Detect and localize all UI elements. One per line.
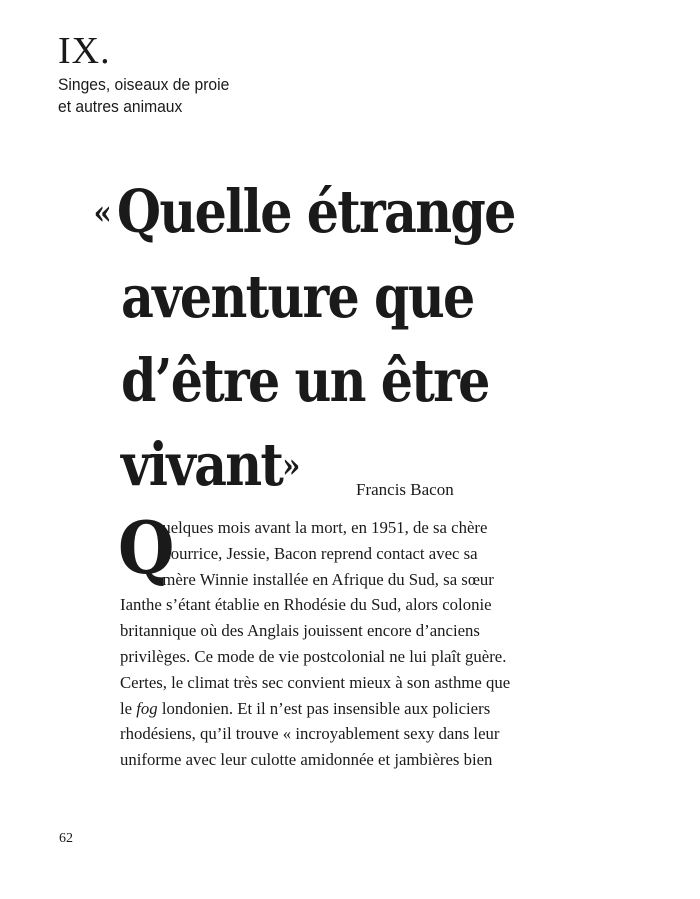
chapter-title — [58, 74, 229, 118]
body-line: Certes, le climat très sec convient mieux à son asthme que — [120, 672, 511, 692]
epigraph-quote — [93, 170, 568, 508]
body-line: privilèges. Ce mode de vie postcolonial ne lui plaît guère. — [120, 646, 507, 666]
epigraph-line — [121, 423, 568, 508]
body-text-fragment: londonien. Et il n’est pas insensible aux policiers — [161, 698, 491, 718]
body-line: mère Winnie installée en Afrique du Sud, sa sœur — [162, 569, 494, 589]
epigraph-line: aventure que — [121, 262, 474, 331]
drop-cap: Q — [118, 505, 175, 590]
body-text-fragment: le — [120, 698, 133, 718]
body-line: britannique où des Anglais jouissent encore d’anciens — [120, 621, 480, 641]
body-line: uniforme avec leur culotte amidonnée et jambières bien — [120, 750, 493, 770]
epigraph-text: Quelle étrange — [116, 177, 515, 246]
body-paragraph — [120, 515, 511, 773]
epigraph-text: vivant — [121, 430, 283, 499]
body-line: nourrice, Jessie, Bacon reprend contact avec sa — [162, 543, 478, 563]
body-line: uelques mois avant la mort, en 1951, de sa chère — [162, 518, 488, 537]
italic-word: fog — [136, 698, 158, 718]
chapter-title-line: et autres animaux — [58, 97, 183, 116]
chapter-title-line: Singes, oiseaux de proie — [58, 75, 230, 94]
body-line: Ianthe s’étant établie en Rhodésie du Sud, alors colonie — [120, 595, 492, 615]
page-number: 62 — [59, 831, 73, 846]
epigraph-author: Francis Bacon — [356, 480, 454, 499]
epigraph-line: d’être un être — [121, 346, 489, 415]
opening-guillemet: « — [93, 193, 112, 233]
body-line — [120, 696, 494, 722]
body-line: rhodésiens, qu’il trouve « incroyablement sexy dans leur — [120, 724, 500, 744]
closing-guillemet: » — [282, 446, 301, 486]
chapter-number: IX. — [58, 30, 111, 72]
epigraph-line — [93, 170, 568, 255]
